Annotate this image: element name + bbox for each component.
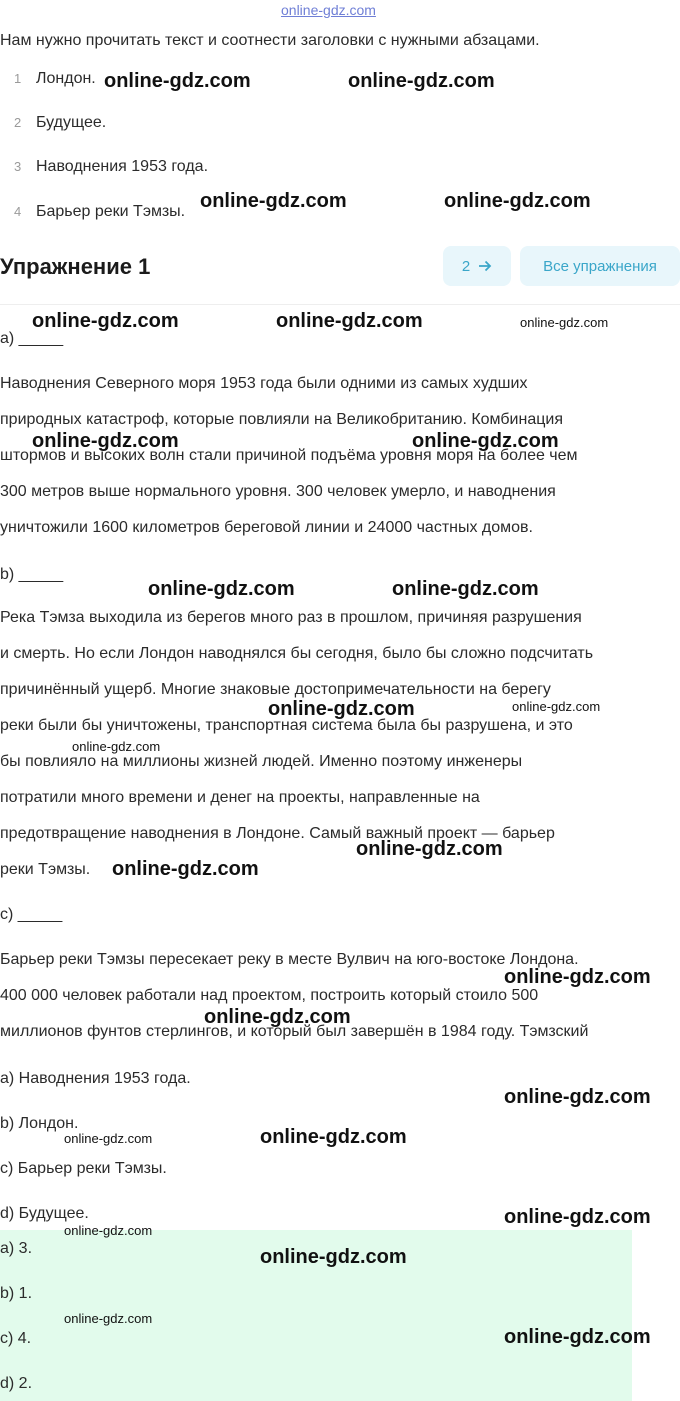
watermark: online-gdz.com <box>112 858 259 880</box>
watermark: online-gdz.com <box>64 1311 153 1326</box>
all-exercises-button[interactable]: Все упражнения <box>520 246 680 286</box>
paragraph-line: Река Тэмза выходила из берегов много раз в прошлом, причиняя разрушения <box>0 609 582 626</box>
list-text: Будущее. <box>36 114 107 131</box>
paragraph-line: природных катастроф, которые повлияли на Великобританию. Комбинация <box>0 411 563 428</box>
list-item <box>14 70 96 88</box>
match-item: a) Наводнения 1953 года. <box>0 1070 191 1087</box>
paragraph-line: бы повлияло на миллионы жизней людей. Именно поэтому инженеры <box>0 753 523 770</box>
list-number: 3 <box>14 159 22 174</box>
answer-item: c) 4. <box>0 1330 32 1347</box>
watermark: online-gdz.com <box>32 310 179 332</box>
watermark: online-gdz.com <box>204 1006 351 1028</box>
paragraph-line: Наводнения Северного моря 1953 года были одними из самых худших <box>0 375 528 392</box>
watermark: online-gdz.com <box>520 315 609 330</box>
paragraph-line: штормов и высоких волн стали причиной подъёма уровня моря на более чем <box>0 447 578 464</box>
list-text: Барьер реки Тэмзы. <box>36 203 186 220</box>
answer-item: b) 1. <box>0 1285 33 1302</box>
paragraph-line: уничтожили 1600 километров береговой линии и 24000 частных домов. <box>0 519 533 536</box>
list-text: Лондон. <box>36 70 96 87</box>
paragraph-line: реки Тэмзы. <box>0 861 91 878</box>
paragraph-line: и смерть. Но если Лондон наводнялся бы сегодня, было бы сложно подсчитать <box>0 645 594 662</box>
match-item: d) Будущее. <box>0 1205 89 1222</box>
list-text: Наводнения 1953 года. <box>36 158 209 175</box>
exercise-title: Упражнение 1 <box>0 254 151 279</box>
watermark: online-gdz.com <box>200 190 347 212</box>
paragraph-line: потратили много времени и денег на проекты, направленные на <box>0 789 480 806</box>
match-item: c) Барьер реки Тэмзы. <box>0 1160 167 1177</box>
watermark: online-gdz.com <box>32 430 179 452</box>
watermark: online-gdz.com <box>260 1126 407 1148</box>
watermark: online-gdz.com <box>64 1223 153 1238</box>
watermark: online-gdz.com <box>444 190 591 212</box>
task-intro: Нам нужно прочитать текст и соотнести заголовки с нужными абзацами. <box>0 32 540 49</box>
section-label: a) _____ <box>0 330 64 347</box>
next-exercise-label: 2 <box>461 257 471 275</box>
list-number: 4 <box>14 204 22 219</box>
divider <box>0 304 680 305</box>
watermark: online-gdz.com <box>392 578 539 600</box>
paragraph-line: Барьер реки Тэмзы пересекает реку в месте Вулвич на юго-востоке Лондона. <box>0 951 579 968</box>
list-item <box>14 114 106 132</box>
watermark: online-gdz.com <box>148 578 295 600</box>
list-item <box>14 203 185 221</box>
next-exercise-button[interactable] <box>443 246 511 286</box>
watermark: online-gdz.com <box>348 70 495 92</box>
watermark: online-gdz.com <box>504 1326 651 1348</box>
paragraph-line: причинённый ущерб. Многие знаковые достопримечательности на берегу <box>0 681 551 698</box>
watermark: online-gdz.com <box>260 1246 407 1268</box>
arrow-right-icon <box>478 259 492 273</box>
section-label: c) _____ <box>0 906 63 923</box>
answer-item: a) 3. <box>0 1240 33 1257</box>
answer-item: d) 2. <box>0 1375 33 1392</box>
list-item <box>14 158 208 176</box>
match-item: b) Лондон. <box>0 1115 79 1132</box>
paragraph-line: реки были бы уничтожены, транспортная система была бы разрушена, и это <box>0 717 573 734</box>
watermark: online-gdz.com <box>412 430 559 452</box>
watermark: online-gdz.com <box>504 1086 651 1108</box>
watermark: online-gdz.com <box>356 838 503 860</box>
watermark: online-gdz.com <box>276 310 423 332</box>
paragraph <box>0 366 680 546</box>
paragraph-line: 300 метров выше нормального уровня. 300 человек умерло, и наводнения <box>0 483 556 500</box>
list-number: 2 <box>14 115 22 130</box>
section-label: b) _____ <box>0 566 64 583</box>
list-number: 1 <box>14 71 22 86</box>
watermark-link[interactable]: online-gdz.com <box>281 2 376 18</box>
paragraph-line: предотвращение наводнения в Лондоне. Самый важный проект — барьер <box>0 825 555 842</box>
watermark: online-gdz.com <box>504 1206 651 1228</box>
watermark: online-gdz.com <box>104 70 251 92</box>
paragraph-line: миллионов фунтов стерлингов, и который был завершён в 1984 году. Тэмзский <box>0 1023 589 1040</box>
watermark: online-gdz.com <box>512 699 601 714</box>
paragraph-line: 400 000 человек работали над проектом, построить который стоило 500 <box>0 987 539 1004</box>
paragraph <box>0 942 680 1050</box>
watermark: online-gdz.com <box>64 1131 153 1146</box>
watermark: online-gdz.com <box>72 739 161 754</box>
watermark: online-gdz.com <box>268 698 415 720</box>
watermark: online-gdz.com <box>504 966 651 988</box>
